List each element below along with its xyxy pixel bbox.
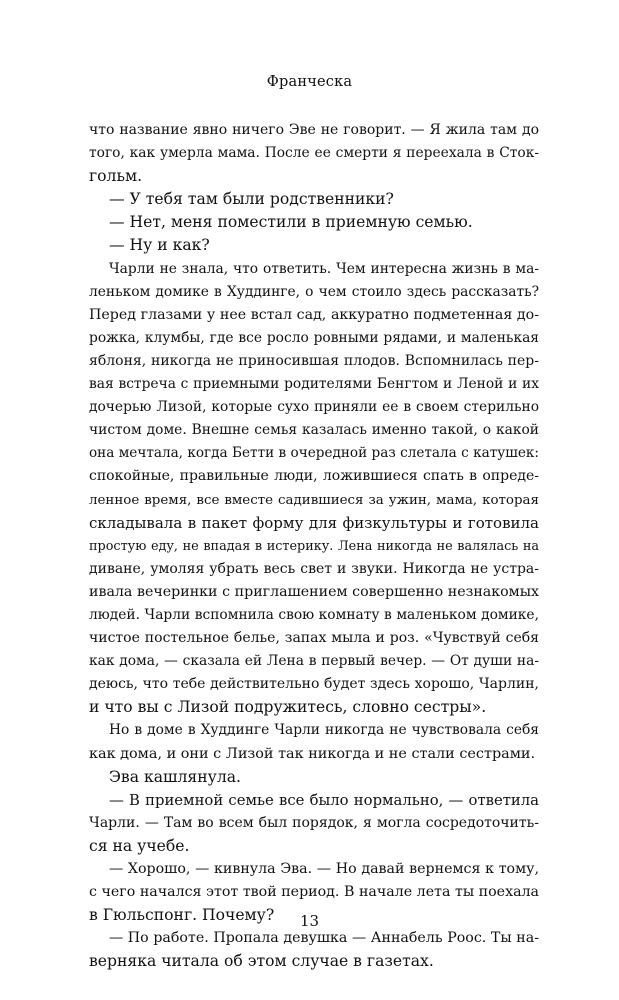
- text-line: дочерью Лизой, которые сухо приняли ее в своем стерильно: [89, 399, 539, 416]
- text-line: она мечтала, когда Бетти в очередной раз слетала с катушек:: [89, 445, 539, 462]
- body-text: [89, 119, 539, 973]
- text-line: Чарли. — Там во всем был порядок, я могла сосредоточить-: [89, 814, 539, 831]
- text-line: и что вы с Лизой подружитесь, словно сестры».: [89, 698, 487, 717]
- text-line: чистое постельное белье, запах мыла и роз. «Чувствуй себя: [89, 630, 539, 647]
- text-line: деюсь, что тебе действительно будет здесь хорошо, Чарлин,: [89, 676, 539, 693]
- text-line: Перед глазами у нее встал сад, аккуратно подметенная до-: [89, 306, 539, 323]
- text-line: Эва кашлянула.: [109, 767, 241, 786]
- text-line: простую еду, не впадая в истерику. Лена никогда не валялась на: [89, 538, 539, 554]
- text-line: — По работе. Пропала девушка — Аннабель Роос. Ты на-: [109, 930, 539, 947]
- text-line: в Гюльспонг. Почему?: [89, 906, 275, 925]
- page-number: 13: [299, 912, 320, 930]
- text-line: — Хорошо, — кивнула Эва. — Но давай вернемся к тому,: [109, 861, 539, 877]
- text-line: что название явно ничего Эве не говорит. — Я жила там до: [89, 122, 539, 138]
- text-line: ивала вечеринки с приглашением совершенно незнакомых: [89, 583, 539, 600]
- text-line: чистом доме. Внешне семья казалась именно такой, о какой: [89, 422, 539, 439]
- text-line: того, как умерла мама. После ее смерти я переехала в Сток-: [89, 145, 539, 162]
- text-line: как дома, и они с Лизой так никогда и не стали сестрами.: [89, 745, 536, 762]
- running-head: Франческа: [266, 74, 353, 90]
- text-line: — У тебя там были родственники?: [109, 190, 394, 209]
- text-line: Но в доме в Худдинге Чарли никогда не чувствовала себя: [109, 722, 539, 739]
- text-line: Чарли не знала, что ответить. Чем интересна жизнь в ма-: [109, 260, 539, 277]
- text-line: ленное время, все вместе садившиеся за ужин, мама, которая: [89, 492, 539, 508]
- text-line: рожка, клумбы, где все росло ровными рядами, и маленькая: [89, 329, 539, 346]
- text-line: — Нет, меня поместили в приемную семью.: [109, 213, 473, 232]
- text-line: как дома, — сказала ей Лена в первый вечер. — От души на-: [89, 653, 539, 670]
- text-line: складывала в пакет форму для физкультуры и готовила: [89, 513, 539, 532]
- text-line: ся на учебе.: [89, 836, 190, 855]
- text-line: вая встреча с приемными родителями Бенгтом и Леной и их: [89, 376, 539, 393]
- text-line: людей. Чарли вспомнила свою комнату в маленьком домике,: [89, 606, 539, 623]
- text-line: яблоня, никогда не приносившая плодов. Вспомнилась пер-: [89, 352, 539, 369]
- text-line: гольм.: [89, 167, 143, 186]
- text-line: диване, умоляя убрать весь свет и звуки. Никогда не устра-: [89, 560, 539, 577]
- text-line: спокойные, правильные люди, ложившиеся спать в опреде-: [89, 468, 539, 485]
- text-line: — Ну и как?: [109, 236, 210, 255]
- text-line: с чего начался этот твой период. В начале лета ты поехала: [89, 884, 539, 901]
- text-line: леньком домике в Худдинге, о чем стоило здесь рассказать?: [89, 283, 539, 300]
- text-line: верняка читала об этом случае в газетах.: [89, 952, 434, 971]
- text-line: — В приемной семье все было нормально, — ответила: [109, 791, 539, 809]
